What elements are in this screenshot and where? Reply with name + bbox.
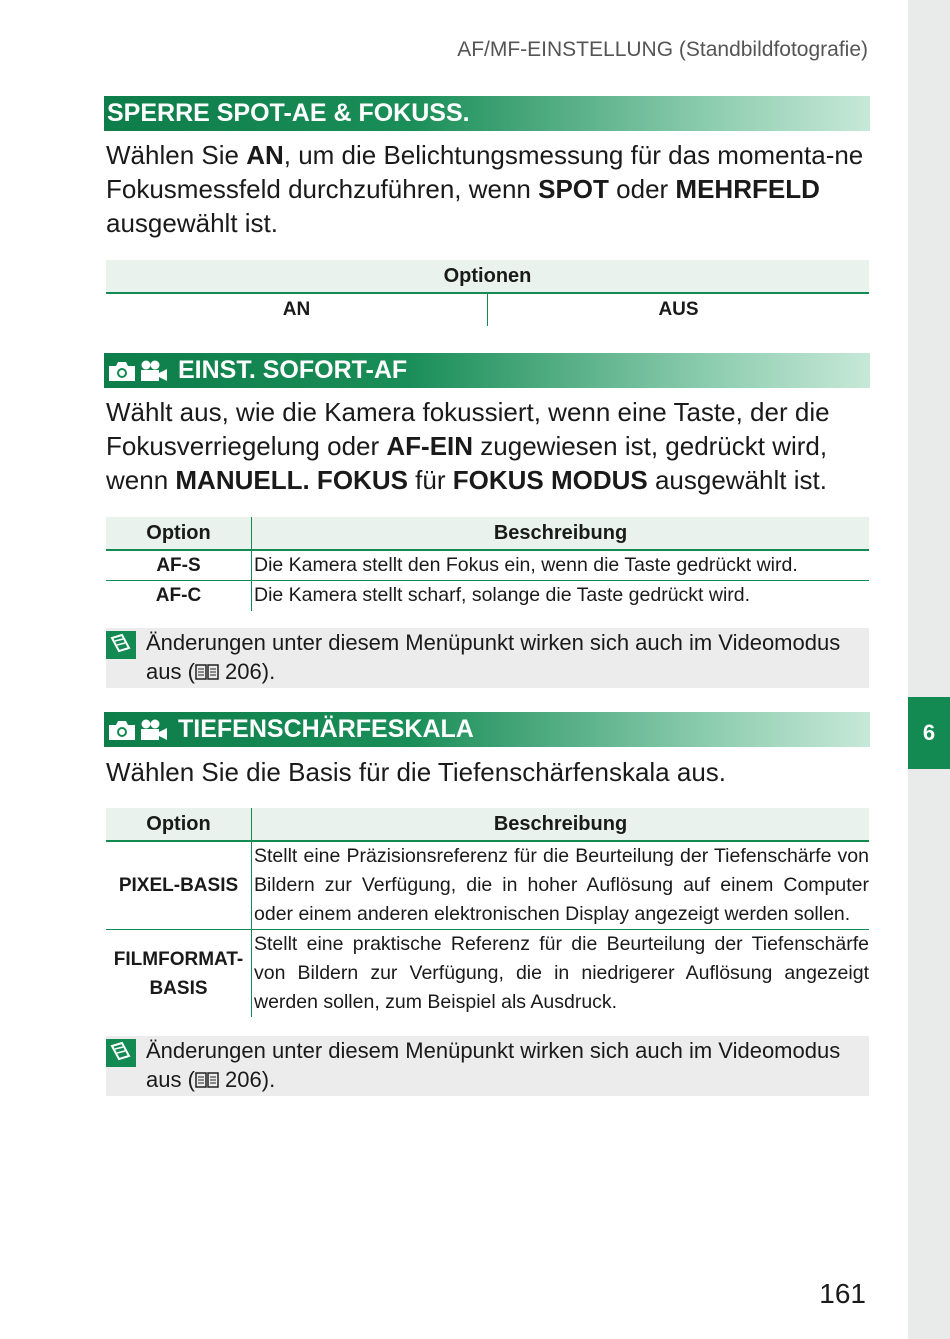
text-run: , um die Belichtungsmessung für das momenta-ne Fokusmessfeld durchzuführen, wenn [106,140,864,204]
col-description: Beschreibung [252,517,870,550]
text-run: Wählt aus, wie die Kamera fokussiert, wenn eine Taste, der die Fokusverriegelung oder [106,397,830,461]
chapter-tab: 6 [908,697,950,769]
section-paragraph [106,138,876,240]
side-strip [908,0,950,1339]
text-run: ausgewählt ist. [106,208,278,238]
option-name-line: FILMFORMAT- [113,948,244,970]
camera-icons [107,718,168,742]
option-description: Die Kamera stellt den Fokus ein, wenn die Taste gedrückt wird. [252,550,870,581]
note-icon [106,631,136,659]
table-row [106,581,869,611]
book-icon [195,663,219,681]
movie-camera-icon [140,359,168,383]
bold-term: MANUELL. FOKUS [175,465,408,495]
bold-term: MEHRFELD [675,174,820,204]
note-box [106,1036,869,1096]
options-header: Optionen [106,260,869,293]
col-description: Beschreibung [252,808,870,841]
option-description: Die Kamera stellt scharf, solange die Taste gedrückt wird. [254,584,751,607]
option-an: AN [106,293,488,326]
book-icon [195,1071,219,1089]
option-name-line: BASIS [149,977,208,999]
col-option: Option [106,517,252,550]
section-heading-tiefenschaerfeskala [104,712,870,747]
section-title: SPERRE SPOT-AE & FOKUSS. [107,99,470,127]
option-aus: AUS [658,299,699,320]
af-options-table [106,517,869,611]
text-run: oder [608,174,676,204]
note-text: 206). [218,659,276,684]
bold-term: AF-EIN [386,431,474,461]
text-run: ausgewählt ist. [647,465,827,495]
section-paragraph [106,395,876,497]
option-name [106,930,252,1018]
note-text: Änderungen unter diesem Menüpunkt wirken sich auch im Videomodus aus ( [146,630,841,684]
movie-camera-icon [140,718,168,742]
note-text: 206). [218,1067,276,1092]
option-description: Stellt eine Präzisionsreferenz für die Beurteilung der Tiefenschärfe von Bildern zur Verfügung, die in hoher Auflösung auf einem Computer oder einem anderen elektronischen Display angezeigt werden sollen. [252,841,870,930]
still-camera-icon [107,359,137,383]
col-option: Option [106,808,252,841]
text-run: zugewiesen ist, gedrückt wird, wenn [106,431,828,495]
still-camera-icon [107,718,137,742]
section-heading-spot-ae [104,96,870,131]
table-row [106,841,869,930]
table-row [106,930,869,1018]
bold-term: AN [246,140,284,170]
bold-term: FOKUS MODUS [452,465,648,495]
note-icon [106,1039,136,1067]
camera-icons [107,359,168,383]
note-text: Änderungen unter diesem Menüpunkt wirken sich auch im Videomodus aus ( [146,1038,841,1092]
section-title: EINST. SOFORT-AF [178,356,408,384]
text-run: Wählen Sie [106,140,247,170]
bold-term: SPOT [538,174,609,204]
option-name: AF-S [106,550,252,581]
section-paragraph: Wählen Sie die Basis für die Tiefenschärfenskala aus. [106,757,727,787]
page-number: 161 [819,1278,866,1309]
table-row [106,550,869,581]
scale-options-table [106,808,869,1017]
text-run: für [407,465,453,495]
running-head: AF/MF-EINSTELLUNG (Standbildfotografie) [457,38,868,61]
section-heading-sofort-af [104,353,870,388]
note-box [106,628,869,688]
option-name: AF-C [106,581,252,611]
option-name: PIXEL-BASIS [106,841,252,930]
option-description: Stellt eine praktische Referenz für die Beurteilung der Tiefenschärfe von Bildern zur Verfügung, die in niedrigerer Auflösung angezeigt werden sollen, zum Beispiel als Ausdruck. [254,933,869,1013]
section-title: TIEFENSCHÄRFESKALA [178,715,474,743]
options-table [106,260,869,326]
